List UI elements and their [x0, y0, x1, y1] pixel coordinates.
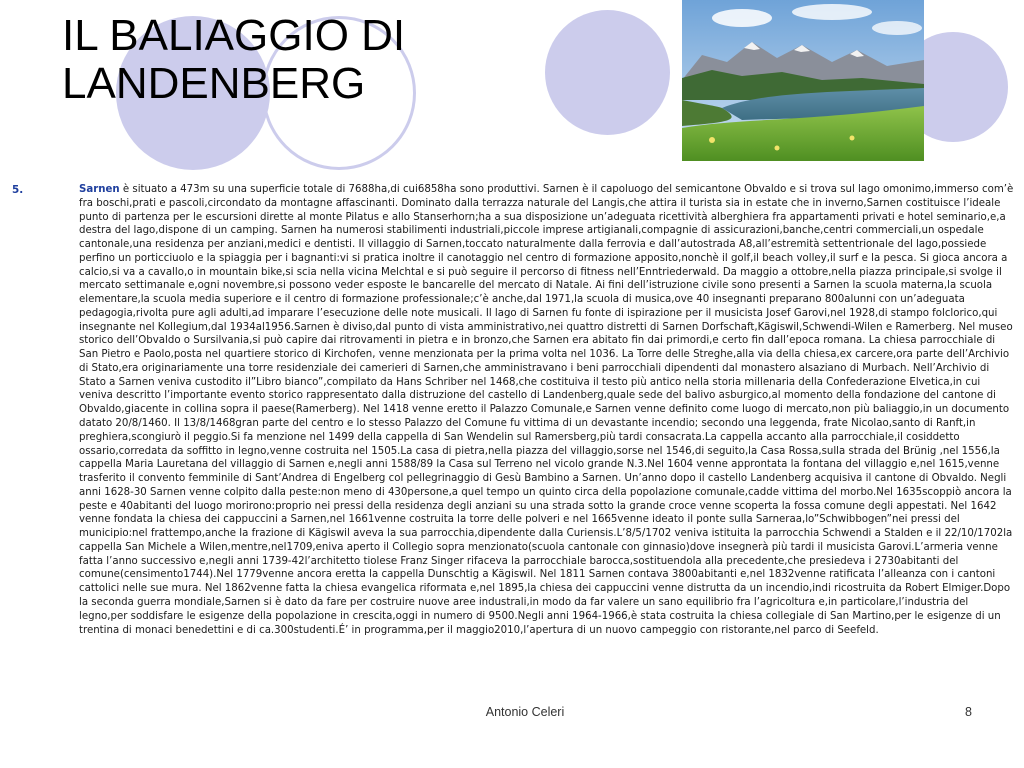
body-paragraph [79, 183, 1014, 637]
slide-title-line-1: IL BALIAGGIO DI [62, 11, 406, 60]
footer-author: Antonio Celeri [485, 705, 565, 719]
decorative-circle [545, 10, 670, 135]
slide-title [62, 12, 405, 109]
landscape-photo [682, 0, 924, 161]
body-text: è situato a 473m su una superficie totale di 7688ha,di cui6858ha sono produttivi. Sarnen è il capoluogo del semicantone Obvaldo e si trova sul lago omonimo,immerso com’è fra boschi,prati e pascoli,circondato da montagne affascinanti. Dominato dalla terrazza naturale del Langis,che attira il turista sia in estate che in inverno,Sarnen costituisce l’ideale punto di partenza per le escursioni dirette al monte Pilatus e allo Stanserhorn;ha a sua disposizione un’adeguata ricettività alberghiera fra appartamenti privati e hotel seminario,e,a destra del lago,dispone di un camping. Sarnen ha numerosi stabilimenti industriali,piccole imprese artigianali,compagnie di assicurazioni,banche,centri commerciali,un ospedale cantonale,una residenza per anziani,medici e dentisti. Il villaggio di Sarnen,toccato naturalmente dalla ferrovia e dall’autostrada A8,all’estremità settentrionale del lago,possiede perfino un porticciuolo e la spiaggia per i bagnanti:vi si pratica inoltre il canotaggio nel centro di formazione apposito,nonchè il golf,il beach volley,il surf e la pesca. Si gioca ancora a calcio,si va a cavallo,o in mountain bike,si scia nella vicina Melchtal e si può seguire il percorso di fitness nell’Enntriederwald. Da maggio a ottobre,nella piazza principale,si svolge il mercato settimanale e,ogni novembre,si possono veder esposte le bancarelle del mercato di Natale. Ai fini dell’istruzione civile sono presenti a Sarnen la scuola materna,la scuola elementare,la scuola media superiore e il centro di formazione professionale;c’è anche,dal 1971,la scuola di musica,ove 40 insegnanti preparano 800alunni con un’adeguata pedagogia,rivolta pure agli adulti,ad imparare l’esecuzione delle note musicali. Il lago di Sarnen fu fonte di ispirazione per il musicista Josef Garovi,nel 1928,di stampo folclorico,qui insegnante nel Kollegium,dal 1934al1956.Sarnen è diviso,dal punto di vista amministrativo,nei quattro distretti di Sarnen Dorfschaft,Kägiswil,Schwendi-Wilen e Ramerberg. Nel museo storico dell’Obvaldo o Sursilvania,si può capire dai ritrovamenti in pietra e in bronzo,che Sarnen era abitato fin dai primordi,e certo fin dall’epoca romana. La chiesa parrocchiale di San Pietro e Paolo,posta nel quartiere storico di Kirchofen, venne menzionata per la prima volta nel 1036. La Torre delle Streghe,alla via della chiesa,ex carcere,ora parte dell’Archivio di Stato,era originariamente una torre residenziale dei camerieri di Sarnen,che amministravano i beni parrocchiali dipendenti dal monastero alsaziano di Murbach. Nell’Archivio di Stato a Sarnen veniva custodito il”Libro bianco”,compilato da Hans Schriber nel 1468,che costituiva il testo più antico nella storia millenaria della Confederazione Elvetica,in cui veniva descritto l’importante evento storico rappresentato dalla distruzione del castello di Landenberg,quale sede del balivo asburgico,al momento della fondazione del cantone di Obvaldo,giacente in collina sopra il paese(Ramerberg). Nel 1418 venne eretto il Palazzo Comunale,e Sarnen venne definito come luogo di mercato,non più baliaggio,in un documento datato 20/8/1460. Il 13/8/1468gran parte del centro e lo stesso Palazzo del Comune fu vittima di un devastante incendio; secondo una leggenda, frate Nicolao,santo di Ranft,in preghiera,scongiurò il peggio.Si fa menzione nel 1499 della cappella di San Wendelin sul Ramersberg,più tardi consacrata.La cappella accanto alla parrocchiale,il cosiddetto ossario,corredata da soffitto in legno,venne costruita nel 1505.La casa di pietra,nella piazza del villaggio,sorse nel 1546,di seguito,la Casa Rossa,sulla strada del Brünig ,nel 1556,la cappella Maria Lauretana del villaggio di Sarnen e,negli anni 1588/89 la Casa sul Terreno nel vicolo grande N.3.Nel 1604 venne approntata la fontana del villaggio e,nel 1615,venne trasferito il convento femminile di Sant’Andrea di Engelberg col pellegrinaggio di Gesù Bambino a Sarnen. Un’anno dopo il castello Landenberg acquisiva il cantone di Obvaldo. Negli anni 1628-30 Sarnen venne colpito dalla peste:non meno di 430persone,a quel tempo un quinto circa della popolazione comunale,cadde vittima del morbo.Nel 1635scoppiò ancora la peste e 40abitanti del luogo morirono:proprio nei pressi della residenza degli anziani su una strada sotto la grande croce venne scoperta la fossa comune degli appestati. Nel 1642 venne fondata la chiesa dei cappuccini a Sarnen,nel 1661venne costruita la torre delle polveri e nel 1665venne ideato il ponte sulla Sarneraa,lo”Schwibbogen”nei pressi del municipio:nel frattempo,anche la frazione di Kägiswil aveva la sua parrocchia,dipendente dalla Curiensis.L’8/5/1702 veniva istituita la parrocchia Schwendi a Stalden e il 22/10/1702la cappella San Michele a Wilen,mentre,nel1709,eniva aperto il Collegio sopra menzionato(scuola cantonale con ginnasio)dove insegnerà più tardi il musicista Garovi.L’armeria venne fatta l’anno successivo e,negli anni 1739-42l’architetto tiolese Franz Singer rifaceva la parrocchiale barocca,sostituendola alla precedente,che presiedeva i 2730abitanti del comune(censimento1744).Nel 1779venne ancora eretta la cappella Dunschtig a Kägiswil. Nel 1811 Sarnen contava 3800abitanti e,nel 1832venne ratificata l’alleanza con i cantoni cattolici nelle sue mura. Nel 1862venne fatta la chiesa evangelica riformata e,nel 1895,la chiesa dei cappuccini venne distrutta da un incendio,indi ricostruita da Robert Elmiger.Dopo la seconda guerra mondiale,Sarnen si è dato da fare per costruire nuove aree industrali,in modo da far valere un sano equilibrio fra l’agricoltura e,in particolare,l’industria del legno,per soddisfare le esigenze della popolazione in crescita,oggi in numero di 9500.Negli anni 1964-1966,è stata costruita la chiesa collegiale di San Martino,per le esigenze di un trentina di monaci benedettini e di ca.300studenti.É’ in programma,per il maggio2010,l’apertura di un nuovo campeggio con ristorante,nel parco di Seefeld. [79, 184, 1014, 636]
lead-word: Sarnen [79, 184, 120, 195]
page-number: 8 [965, 705, 972, 719]
slide-title-line-2: LANDENBERG [62, 59, 366, 109]
list-number: 5. [12, 184, 24, 196]
